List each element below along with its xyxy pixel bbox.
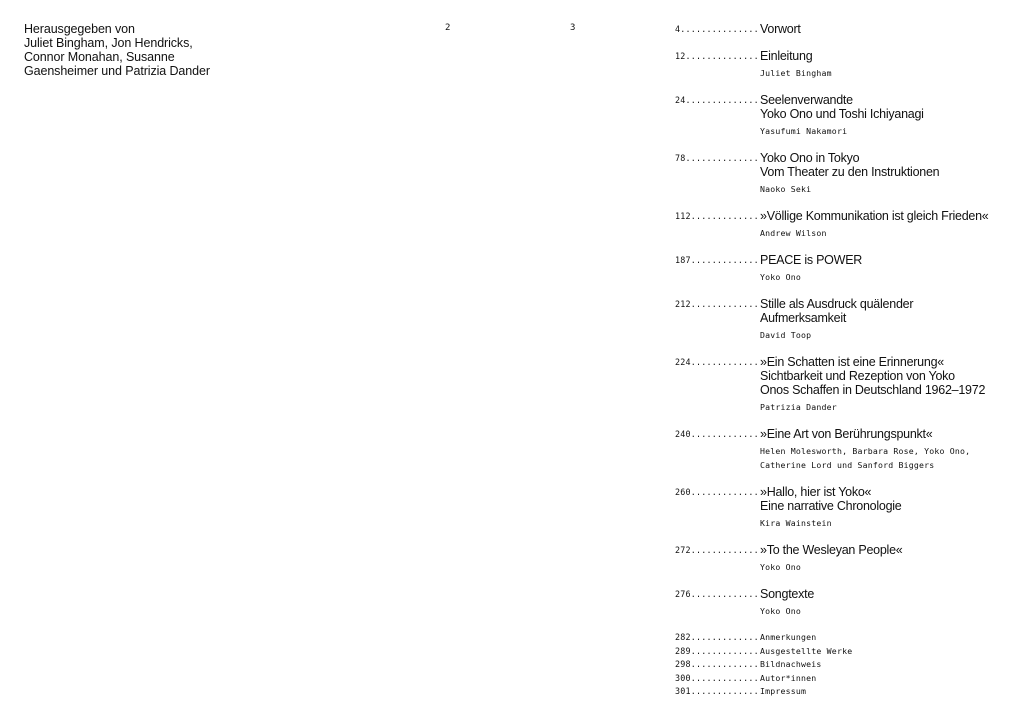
- toc-title: [760, 297, 1010, 325]
- toc-title-line: Vom Theater zu den Instruktionen: [760, 165, 940, 179]
- toc-author-line: Patrizia Dander: [760, 402, 837, 412]
- toc-author-line: Naoko Seki: [760, 184, 812, 194]
- toc-page-number: 212.............: [675, 299, 759, 309]
- editors-line: Herausgegeben von: [24, 22, 135, 36]
- toc-page-number: 12..............: [675, 51, 759, 61]
- toc-title-line: Vorwort: [760, 22, 801, 36]
- toc-appendix-entry[interactable]: [675, 645, 1010, 659]
- toc-title-line: Sichtbarkeit und Rezeption von Yoko: [760, 369, 955, 383]
- toc-page-number: 260.............: [675, 487, 759, 497]
- toc-page-number: 24..............: [675, 95, 759, 105]
- toc-page-number: 78..............: [675, 153, 759, 163]
- toc-title-line: Stille als Ausdruck quälender: [760, 297, 914, 311]
- toc-entry[interactable]: [675, 22, 1010, 36]
- toc-author-line: David Toop: [760, 330, 812, 340]
- toc-appendix-entry[interactable]: [675, 631, 1010, 645]
- toc-appendix-title: Ausgestellte Werke: [760, 645, 853, 656]
- editors-credit: [24, 22, 244, 78]
- toc-author-line: Andrew Wilson: [760, 228, 827, 238]
- toc-title: [760, 543, 1010, 557]
- toc-author: [760, 560, 1010, 574]
- toc-title: [760, 22, 1010, 36]
- toc-author-line: Yasufumi Nakamori: [760, 126, 848, 136]
- toc-entry[interactable]: [675, 49, 1010, 80]
- table-of-contents: [675, 22, 1010, 699]
- toc-author: [760, 400, 1010, 414]
- toc-entry[interactable]: [675, 253, 1010, 284]
- toc-page-number: 282.............: [675, 632, 759, 642]
- toc-title-line: Yoko Ono und Toshi Ichiyanagi: [760, 107, 924, 121]
- toc-page-number: 240.............: [675, 429, 759, 439]
- toc-author: [760, 182, 1010, 196]
- toc-title-line: PEACE is POWER: [760, 253, 863, 267]
- toc-appendix: [675, 631, 1010, 699]
- toc-appendix-entry[interactable]: [675, 685, 1010, 699]
- toc-entry[interactable]: [675, 485, 1010, 530]
- toc-author-line: Yoko Ono: [760, 272, 802, 282]
- toc-page-number: 289.............: [675, 645, 759, 656]
- toc-page-number: 224.............: [675, 357, 759, 367]
- toc-title-line: »Ein Schatten ist eine Erinnerung«: [760, 355, 944, 369]
- toc-title-line: Eine narrative Chronologie: [760, 499, 902, 513]
- toc-page-number: 300.............: [675, 672, 759, 683]
- toc-author-line: Kira Wainstein: [760, 518, 832, 528]
- toc-title: [760, 49, 1010, 63]
- toc-entry[interactable]: [675, 355, 1010, 414]
- editors-line: Connor Monahan, Susanne: [24, 50, 175, 64]
- toc-appendix-title: Anmerkungen: [760, 632, 817, 642]
- toc-author: [760, 516, 1010, 530]
- toc-title: [760, 93, 1010, 121]
- toc-title-line: Seelenverwandte: [760, 93, 853, 107]
- toc-author: [760, 604, 1010, 618]
- toc-page-number: 4...............: [675, 24, 759, 34]
- toc-author: [760, 226, 1010, 240]
- toc-title-line: Aufmerksamkeit: [760, 311, 847, 325]
- toc-page-number: 112.............: [675, 211, 759, 221]
- toc-title-line: Einleitung: [760, 49, 813, 63]
- toc-title: [760, 485, 1010, 513]
- toc-page-number: 298.............: [675, 659, 759, 669]
- toc-title-line: »Völlige Kommunikation ist gleich Frieden«: [760, 209, 989, 223]
- toc-page-number: 276.............: [675, 589, 759, 599]
- page-number-left: 2: [445, 23, 451, 33]
- toc-appendix-title: Bildnachweis: [760, 659, 822, 669]
- toc-author-line: Yoko Ono: [760, 562, 802, 572]
- toc-author: [760, 270, 1010, 284]
- toc-main-entries: [675, 22, 1010, 618]
- toc-title: [760, 587, 1010, 601]
- toc-appendix-title: Autor*innen: [760, 672, 817, 683]
- toc-title-line: Songtexte: [760, 587, 815, 601]
- toc-appendix-entry[interactable]: [675, 672, 1010, 686]
- toc-author: [760, 328, 1010, 342]
- editors-line: Juliet Bingham, Jon Hendricks,: [24, 36, 193, 50]
- toc-title: [760, 209, 1010, 223]
- toc-title: [760, 427, 1010, 441]
- toc-page-number: 187.............: [675, 255, 759, 265]
- toc-author-line: Helen Molesworth, Barbara Rose, Yoko Ono,: [760, 446, 971, 456]
- toc-entry[interactable]: [675, 427, 1010, 472]
- toc-author-line: Catherine Lord und Sanford Biggers: [760, 460, 935, 470]
- toc-author-line: Juliet Bingham: [760, 68, 832, 78]
- toc-entry[interactable]: [675, 297, 1010, 342]
- toc-page-number: 301.............: [675, 686, 759, 696]
- toc-entry[interactable]: [675, 209, 1010, 240]
- toc-title: [760, 355, 1010, 397]
- toc-title: [760, 151, 1010, 179]
- editors-line: Gaensheimer und Patrizia Dander: [24, 64, 210, 78]
- toc-appendix-entry[interactable]: [675, 658, 1010, 672]
- toc-title-line: »To the Wesleyan People«: [760, 543, 903, 557]
- toc-appendix-title: Impressum: [760, 686, 807, 696]
- toc-author: [760, 124, 1010, 138]
- toc-page-number: 272.............: [675, 545, 759, 555]
- toc-entry[interactable]: [675, 543, 1010, 574]
- toc-title: [760, 253, 1010, 267]
- page-number-right: 3: [570, 23, 576, 33]
- toc-entry[interactable]: [675, 93, 1010, 138]
- toc-entry[interactable]: [675, 587, 1010, 618]
- toc-title-line: Yoko Ono in Tokyo: [760, 151, 860, 165]
- toc-title-line: Onos Schaffen in Deutschland 1962–1972: [760, 383, 986, 397]
- toc-author-line: Yoko Ono: [760, 606, 802, 616]
- toc-title-line: »Eine Art von Berührungspunkt«: [760, 427, 933, 441]
- toc-entry[interactable]: [675, 151, 1010, 196]
- toc-title-line: »Hallo, hier ist Yoko«: [760, 485, 872, 499]
- toc-author: [760, 444, 1010, 472]
- toc-author: [760, 66, 1010, 80]
